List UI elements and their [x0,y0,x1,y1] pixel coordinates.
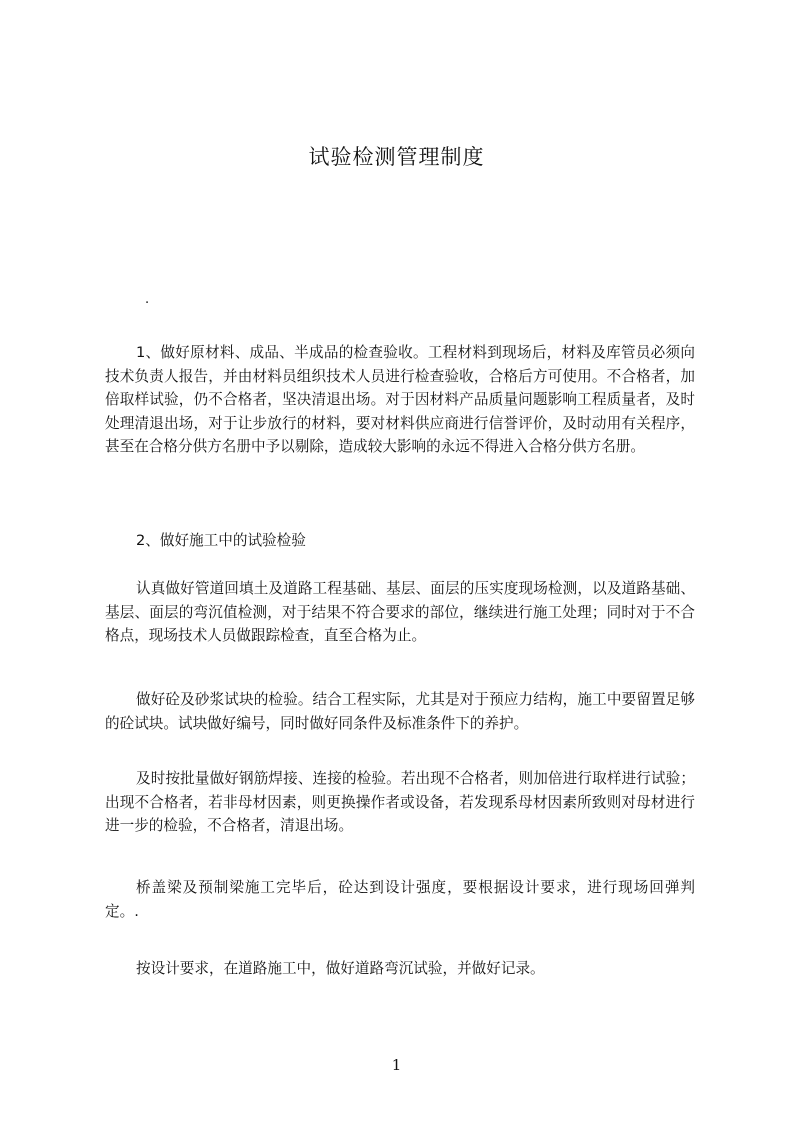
paragraph-deflection-test: 按设计要求，在道路施工中，做好道路弯沉试验，并做好记录。 [136,960,545,977]
section-marker: . [145,292,150,307]
paragraph-beam-rebound: 桥盖梁及预制梁施工完毕后，砼达到设计强度，要根据设计要求，进行现场回弹判定。. [105,879,695,920]
paragraph-rebar-welding: 及时按批量做好钢筋焊接、连接的检验。若出现不合格者，则加倍进行取样进行试验；出现不合格者，若非母材因素，则更换操作者或设备，若发现系母材因素所致则对母材进行进一步的检验，不合格者，清退出场。 [105,770,695,834]
paragraph-construction-testing-heading: 2、做好施工中的试验检验 [136,532,306,549]
paragraph-concrete-specimens: 做好砼及砂浆试块的检验。结合工程实际，尤其是对于预应力结构，施工中要留置足够的砼试块。试块做好编号，同时做好同条件及标准条件下的养护。 [105,691,695,732]
document-title: 试验检测管理制度 [308,145,485,169]
paragraph-raw-materials: 1、做好原材料、成品、半成品的检查验收。工程材料到现场后，材料及库管员必须向技术负责人报告，并由材料员组织技术人员进行检查验收，合格后方可使用。不合格者，加倍取样试验，仍不合格者，坚决清退出场。对于因材料产品质量问题影响工程质量者，及时处理清退出场，对于让步放行的材料，要对材料供应商进行信誉评价，及时动用有关程序，甚至在合格分供方名册中予以剔除，造成较大影响的永远不得进入合格分供方名册。 [105,344,695,455]
page-number: 1 [391,1056,402,1074]
paragraph-compaction-testing: 认真做好管道回填土及道路工程基础、基层、面层的压实度现场检测，以及道路基础、基层、面层的弯沉值检测，对于结果不符合要求的部位，继续进行施工处理；同时对于不合格点，现场技术人员做跟踪检查，直至合格为止。 [105,580,695,644]
